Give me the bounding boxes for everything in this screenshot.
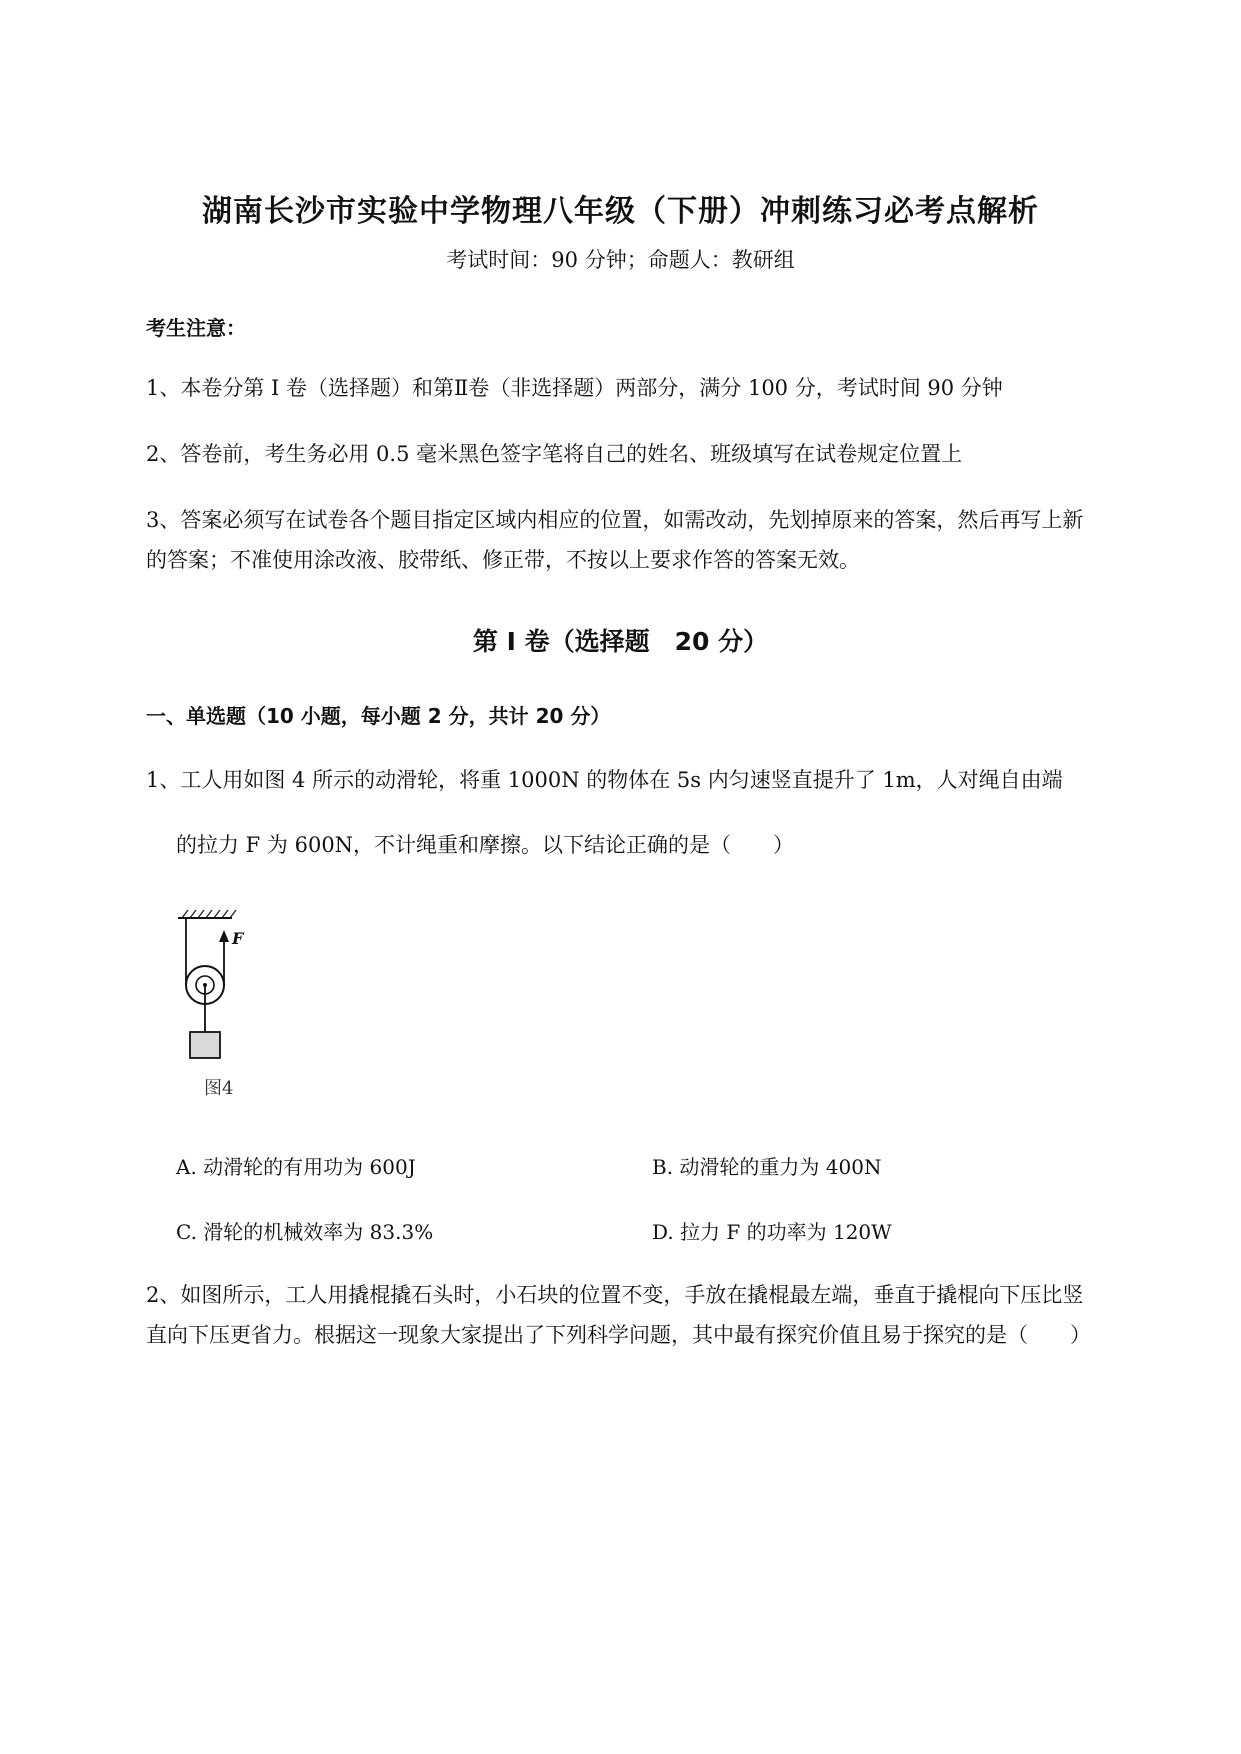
exam-subtitle: 考试时间：90 分钟；命题人：教研组 (446, 248, 795, 272)
part-title: 一、单选题（10 小题，每小题 2 分，共计 20 分） (146, 704, 611, 728)
question-2-line-2: 直向下压更省力。根据这一现象大家提出了下列科学问题，其中最有探究价值且易于探究的是（ ） (146, 1323, 1091, 1347)
figure-caption: 图4 (204, 1078, 234, 1099)
notice-item-3-continued: 的答案；不准使用涂改液、胶带纸、修正带，不按以上要求作答的答案无效。 (146, 548, 860, 572)
force-label: F (232, 929, 244, 948)
force-arrow (219, 930, 229, 942)
weight-block (190, 1032, 220, 1058)
question-1-line-2: 的拉力 F 为 600N，不计绳重和摩擦。以下结论正确的是（ ） (176, 833, 795, 857)
ceiling-hatch (182, 910, 236, 918)
question-1-option-b[interactable]: B. 动滑轮的重力为 400N (652, 1155, 882, 1179)
exam-title: 湖南长沙市实验中学物理八年级（下册）冲刺练习必考点解析 (202, 194, 1039, 229)
question-1-line-1: 1、工人用如图 4 所示的动滑轮，将重 1000N 的物体在 5s 内匀速竖直提升了 1m，人对绳自由端 (146, 768, 1063, 792)
section-title: 第 I 卷（选择题 20 分） (472, 627, 769, 656)
question-1-option-d[interactable]: D. 拉力 F 的功率为 120W (652, 1220, 892, 1244)
question-2-line-1: 2、如图所示，工人用撬棍撬石头时，小石块的位置不变，手放在撬棍最左端，垂直于撬棍向下压比竖 (146, 1283, 1084, 1307)
notice-item-3: 3、答案必须写在试卷各个题目指定区域内相应的位置，如需改动，先划掉原来的答案，然后再写上新 (146, 508, 1084, 532)
question-1-option-a[interactable]: A. 动滑轮的有用功为 600J (176, 1155, 416, 1179)
question-1-option-c[interactable]: C. 滑轮的机械效率为 83.3% (176, 1220, 434, 1244)
notice-item-1: 1、本卷分第 I 卷（选择题）和第Ⅱ卷（非选择题）两部分，满分 100 分，考试时间 90 分钟 (146, 376, 1003, 400)
notice-item-2: 2、答卷前，考生务必用 0.5 毫米黑色签字笔将自己的姓名、班级填写在试卷规定位置上 (146, 442, 963, 466)
pulley-figure (170, 900, 290, 1100)
notice-heading: 考生注意： (146, 316, 246, 340)
